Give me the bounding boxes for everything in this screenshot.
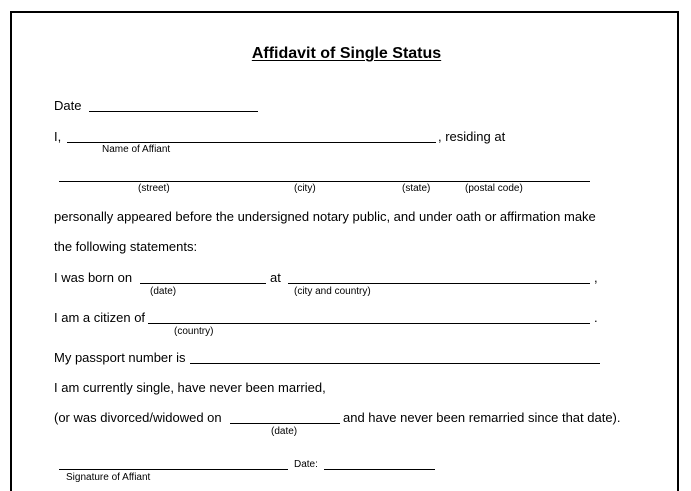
affiant-name-field[interactable]	[67, 142, 436, 143]
street-caption: (street)	[138, 183, 170, 194]
never-remarried-statement: and have never been remarried since that date).	[343, 410, 621, 425]
born-comma: ,	[594, 270, 598, 285]
passport-number-field[interactable]	[190, 363, 600, 364]
citizenship-field[interactable]	[148, 323, 590, 324]
birth-place-field[interactable]	[288, 283, 590, 284]
document-frame	[10, 11, 679, 491]
address-field[interactable]	[59, 181, 590, 182]
at-label: at	[270, 270, 281, 285]
name-of-affiant-caption: Name of Affiant	[102, 144, 171, 155]
state-caption: (state)	[402, 183, 431, 194]
single-statement: I am currently single, have never been married,	[54, 380, 326, 395]
born-label: I was born on	[54, 270, 133, 285]
document-title: Affidavit of Single Status	[251, 45, 442, 62]
birth-date-caption: (date)	[150, 286, 177, 297]
signature-date-label: Date:	[294, 459, 318, 470]
birth-date-field[interactable]	[140, 283, 266, 284]
date-label: Date	[54, 98, 82, 113]
divorce-date-field[interactable]	[230, 423, 340, 424]
date-field[interactable]	[89, 111, 258, 112]
postal-code-caption: (postal code)	[465, 183, 523, 194]
i-label: I,	[54, 129, 62, 144]
country-caption: (country)	[174, 326, 214, 337]
citizen-period: .	[594, 310, 598, 325]
signature-date-field[interactable]	[324, 469, 435, 470]
city-caption: (city)	[294, 183, 316, 194]
passport-label: My passport number is	[54, 350, 186, 365]
appeared-statement-line1: personally appeared before the undersigned notary public, and under oath or affirmation make	[54, 209, 596, 224]
appeared-statement-line2: the following statements:	[54, 239, 198, 254]
signature-field[interactable]	[59, 469, 288, 470]
citizen-label: I am a citizen of	[54, 310, 146, 325]
divorced-label: (or was divorced/widowed on	[54, 410, 222, 425]
signature-caption: Signature of Affiant	[66, 472, 151, 483]
divorce-date-caption: (date)	[271, 426, 298, 437]
city-and-country-caption: (city and country)	[294, 286, 371, 297]
residing-label: , residing at	[438, 129, 506, 144]
